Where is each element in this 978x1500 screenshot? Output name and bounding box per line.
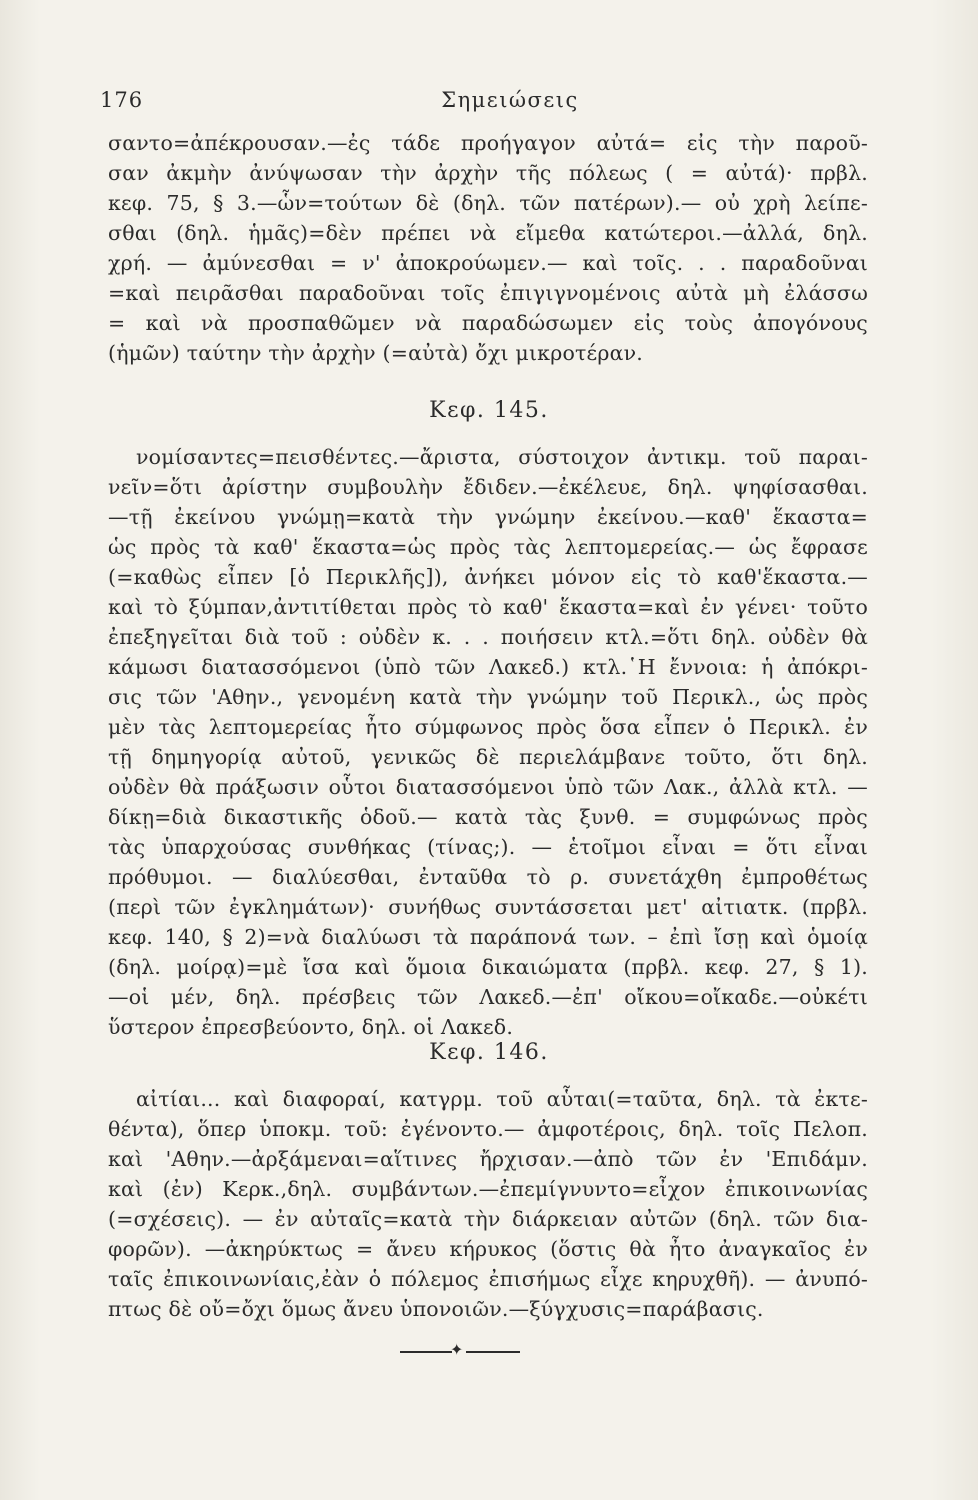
text-line: ὕστερον ἐπρεσβεύοντο, δηλ. οἱ Λακεδ. (108, 1015, 514, 1039)
page-number: 176 (100, 88, 144, 112)
text-line: σαντο=ἀπέκρουσαν.—ἐς τάδε προήγαγον αὐτά= εἰς τὴν παροῦ- (108, 131, 868, 155)
text-line: σις τῶν 'Αθην., γενομένη κατὰ τὴν γνώμην τοῦ Περικλ., ὡς πρὸς (108, 685, 868, 709)
text-line: =καὶ πειρᾶσθαι παραδοῦναι τοῖς ἐπιγιγνομένοις αὐτὰ μὴ ἐλάσσω (108, 281, 868, 305)
running-title: Σημειώσεις (441, 88, 579, 112)
text-line: καὶ 'Αθην.—ἀρξάμεναι=αἵτινες ἤρχισαν.—ἀπὸ τῶν ἐν 'Επιδάμν. (108, 1147, 868, 1171)
text-line: δίκῃ=διὰ δικαστικῆς ὁδοῦ.— κατὰ τὰς ξυνθ. = συμφώνως πρὸς (108, 805, 868, 829)
text-line: σαν ἀκμὴν ἀνύψωσαν τὴν ἀρχὴν τῆς πόλεως ( = αὐτά)· πρβλ. (108, 161, 868, 185)
text-line: = καὶ νὰ προσπαθῶμεν νὰ παραδώσωμεν εἰς τοὺς ἀπογόνους (108, 311, 868, 335)
running-head (100, 88, 880, 116)
text-line: (ἡμῶν) ταύτην τὴν ἀρχὴν (=αὐτὰ) ὄχι μικροτέραν. (108, 341, 644, 365)
text-line: αἰτίαι... καὶ διαφοραί, κατγρμ. τοῦ αὗται(=ταῦτα, δηλ. τὰ ἐκτε- (136, 1087, 868, 1111)
text-line: φορῶν). —ἀκηρύκτως = ἄνευ κήρυκος (ὅστις θὰ ἦτο ἀναγκαῖος ἐν (108, 1237, 868, 1261)
text-line: τῇ δημηγορίᾳ αὐτοῦ, γενικῶς δὲ περιελάμβανε τοῦτο, ὅτι δηλ. (108, 745, 868, 769)
text-line: καὶ τὸ ξύμπαν,ἀντιτίθεται πρὸς τὸ καθ' ἕκαστα=καὶ ἐν γένει· τοῦτο (108, 595, 868, 619)
text-line: —τῇ ἐκείνου γνώμῃ=κατὰ τὴν γνώμην ἐκείνου.—καθ' ἕκαστα= (108, 505, 868, 529)
text-line: κεφ. 75, § 3.—ὧν=τούτων δὲ (δηλ. τῶν πατέρων).— οὐ χρὴ λείπε- (108, 191, 868, 215)
text-line: (περὶ τῶν ἐγκλημάτων)· συνήθως συντάσσεται μετ' αἰτιατκ. (πρβλ. (108, 895, 868, 919)
text-line: (=σχέσεις). — ἐν αὐταῖς=κατὰ τὴν διάρκειαν αὐτῶν (δηλ. τῶν δια- (108, 1207, 868, 1231)
text-line: χρή. — ἀμύνεσθαι = ν' ἀποκρούωμεν.— καὶ τοῖς. . . παραδοῦναι (108, 251, 868, 275)
text-line: ταῖς ἐπικοινωνίαις,ἐὰν ὁ πόλεμος ἐπισήμως εἶχε κηρυχθῆ). — ἀνυπό- (108, 1267, 868, 1291)
text-line: —οἱ μέν, δηλ. πρέσβεις τῶν Λακεδ.—ἐπ' οἴκου=οἴκαδε.—οὐκέτι (108, 985, 868, 1009)
notes-chapter-145 (108, 442, 868, 1042)
text-line: νομίσαντες=πεισθέντες.—ἄριστα, σύστοιχον ἀντικμ. τοῦ παραι- (136, 445, 868, 469)
text-line: θέντα), ὅπερ ὑποκμ. τοῦ: ἐγένοντο.— ἀμφοτέροις, δηλ. τοῖς Πελοπ. (108, 1117, 868, 1141)
text-line: μὲν τὰς λεπτομερείας ἦτο σύμφωνος πρὸς ὅσα εἶπεν ὁ Περικλ. ἐν (108, 715, 868, 739)
text-line: καὶ (ἐν) Κερκ.,δηλ. συμβάντων.—ἐπεμίγνυντο=εἶχον ἐπικοινωνίας (108, 1177, 868, 1201)
text-line: πτως δὲ οὔ=ὄχι ὅμως ἄνευ ὑπονοιῶν.—ξύγχυσις=παράβασις. (108, 1297, 764, 1321)
text-line: τὰς ὑπαρχούσας συνθήκας (τίνας;). — ἑτοῖμοι εἶναι = ὅτι εἶναι (108, 835, 868, 859)
text-line: πρόθυμοι. — διαλύεσθαι, ἐνταῦθα τὸ ρ. συνετάχθη ἐμπροθέτως (108, 865, 868, 889)
end-ornament (400, 1340, 520, 1359)
notes-chapter-146 (108, 1084, 868, 1324)
text-line: οὐδὲν θὰ πράξωσιν οὗτοι διατασσόμενοι ὑπὸ τῶν Λακ., ἀλλὰ κτλ. — (108, 775, 868, 799)
notes-continuation (108, 128, 868, 368)
text-line: (δηλ. μοίρᾳ)=μὲ ἴσα καὶ ὅμοια δικαιώματα (πρβλ. κεφ. 27, § 1). (108, 955, 868, 979)
chapter-heading-146: Κεφ. 146. (429, 1040, 549, 1065)
ornament-star-icon: ✦ (450, 1340, 464, 1359)
text-line: (=καθὼς εἶπεν [ὁ Περικλῆς]), ἀνήκει μόνον εἰς τὸ καθ'ἕκαστα.— (108, 565, 868, 589)
chapter-heading-145: Κεφ. 145. (429, 398, 549, 423)
text-line: κεφ. 140, § 2)=νὰ διαλύωσι τὰ παράπονά των. – ἐπὶ ἴσῃ καὶ ὁμοίᾳ (108, 925, 868, 949)
text-line: ὡς πρὸς τὰ καθ' ἕκαστα=ὡς πρὸς τὰς λεπτομερείας.— ὡς ἔφρασε (108, 535, 868, 559)
text-line: σθαι (δηλ. ἡμᾶς)=δὲν πρέπει νὰ εἴμεθα κατώτεροι.—ἀλλά, δηλ. (108, 221, 868, 245)
text-line: κάμωσι διατασσόμενοι (ὑπὸ τῶν Λακεδ.) κτλ.῾Η ἔννοια: ἡ ἀπόκρι- (108, 655, 868, 679)
text-line: νεῖν=ὅτι ἀρίστην συμβουλὴν ἔδιδεν.—ἐκέλευε, δηλ. ψηφίσασθαι. (108, 475, 868, 499)
text-line: ἐπεξηγεῖται διὰ τοῦ : οὐδὲν κ. . . ποιήσειν κτλ.=ὅτι δηλ. οὐδὲν θὰ (108, 625, 868, 649)
